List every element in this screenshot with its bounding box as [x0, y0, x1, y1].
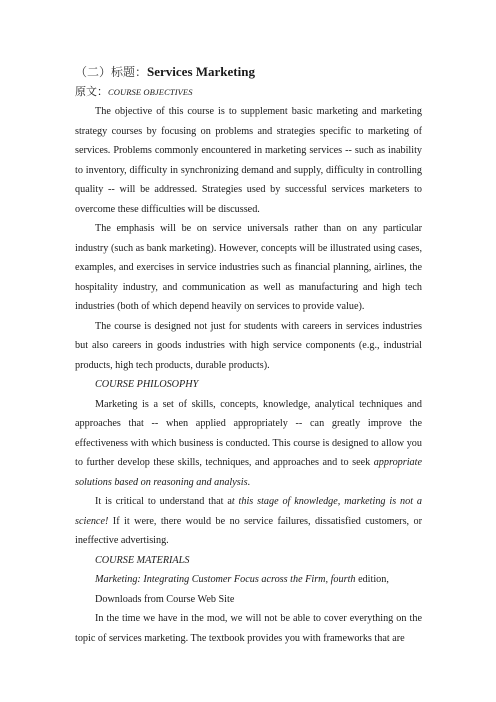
document-body	[75, 62, 422, 648]
paragraph-emphasis: The emphasis will be on service universals rather than on any particular industry (such as bank marketing). However, concepts will be illustrated using cases, examples, and exercises in service industries such as financial planning, airlines, the hospitality industry, and communication as well as manufacturing and high tech industries (both of which depend heavily on services to provide value).	[75, 223, 422, 312]
paragraph-course-design: The course is designed not just for students with careers in services industries but also careers in goods industries with high service components (e.g., industrial products, high tech products, durable products).	[75, 320, 422, 371]
source-label: 原文：	[75, 85, 108, 98]
philosophy-end: .	[247, 476, 251, 488]
textbook-edition: edition,	[355, 574, 389, 585]
title-text: Services Marketing	[147, 64, 255, 79]
not-science-end: If it were, there would be no service failures, dissatisfied customers, or ineffective advertising.	[75, 515, 422, 546]
paragraph-objectives: The objective of this course is to supplement basic marketing and marketing strategy courses by focusing on problems and strategies specific to marketing of services. Problems commonly encountered in marketing services -- such as inability to inventory, difficulty in synchronizing demand and supply, difficulty in controlling quality -- will be addressed. Strategies used by successful services marketers to overcome these difficulties will be discussed.	[75, 106, 422, 215]
source-label-line	[75, 82, 422, 102]
philosophy-heading: COURSE PHILOSOPHY	[95, 379, 199, 390]
not-science-start: It is critical to understand that a	[95, 496, 232, 507]
objectives-heading: COURSE OBJECTIVES	[108, 87, 193, 97]
document-title	[75, 62, 422, 82]
philosophy-text: Marketing is a set of skills, concepts, knowledge, analytical techniques and approaches that -- when applied appropriately -- can greatly improve the effectiveness with which business is conducted. This course is designed to allow you to further develop these skills, techniques, and approaches and to seek	[75, 398, 422, 468]
paragraph-not-science	[75, 492, 422, 551]
textbook-line	[75, 570, 422, 590]
title-prefix: （二）标题：	[75, 65, 148, 79]
paragraph-philosophy	[75, 395, 422, 493]
philosophy-italic: appropriate solutions based on reasoning and analysis	[75, 457, 422, 488]
not-science-italic: t this stage of knowledge, marketing is not a science!	[75, 496, 422, 527]
textbook-title: Marketing: Integrating Customer Focus across the Firm, fourth	[95, 574, 356, 585]
materials-heading: COURSE MATERIALS	[95, 554, 190, 566]
downloads-line: Downloads from Course Web Site	[95, 593, 235, 605]
paragraph-time-in-mod: In the time we have in the mod, we will not be able to cover everything on the topic of services marketing. The textbook provides you with frameworks that are	[75, 613, 422, 644]
